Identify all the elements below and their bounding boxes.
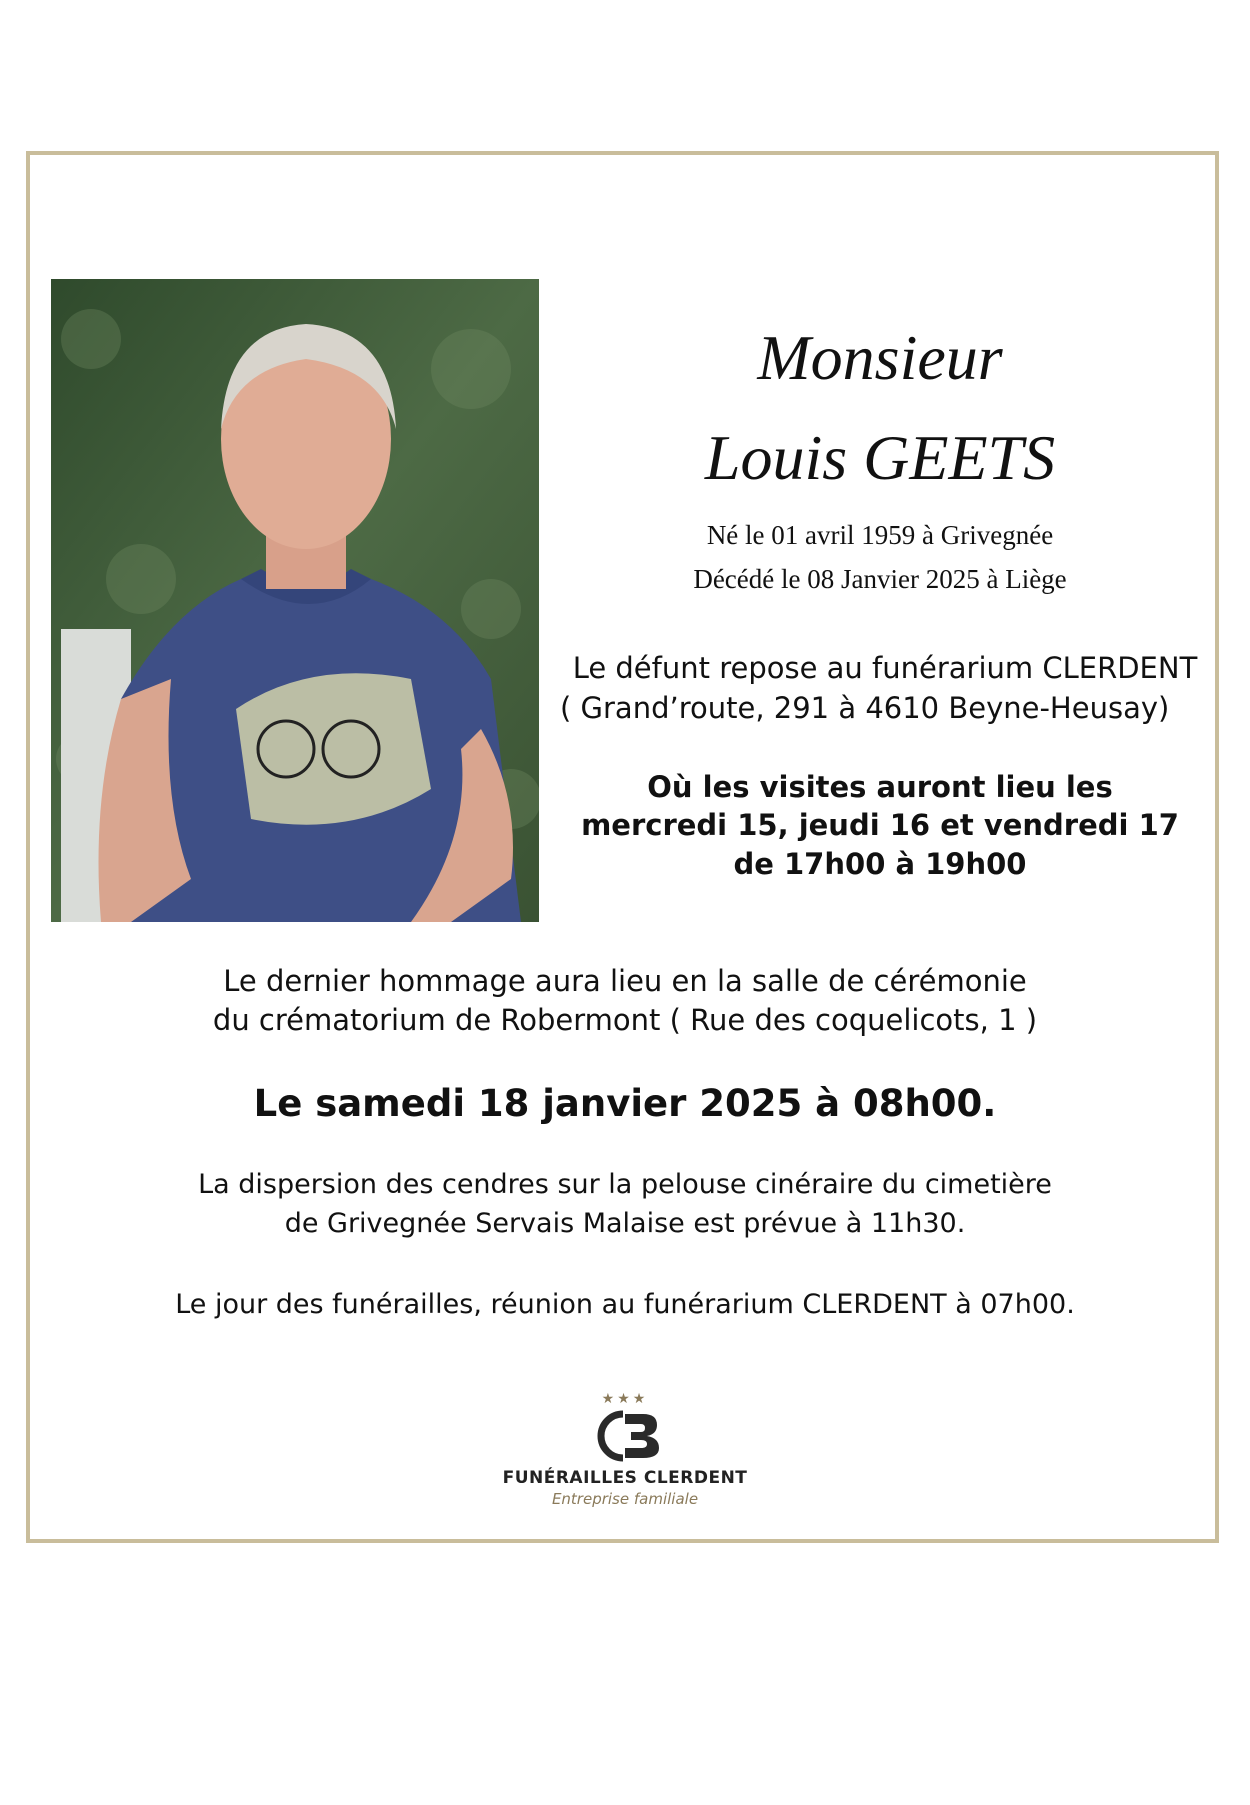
logo-tagline: Entreprise familiale — [551, 1490, 699, 1508]
logo-brand: FUNÉRAILLES CLERDENT — [502, 1468, 748, 1488]
visits-line2: mercredi 15, jeudi 16 et vendredi 17 — [581, 808, 1179, 842]
homage-line2: du crématorium de Robermont ( Rue des coquelicots, 1 ) — [212, 1003, 1038, 1037]
ceremony-date: Le samedi 18 janvier 2025 à 08h00. — [253, 1082, 997, 1125]
rest-location-line2: ( Grand’route, 291 à 4610 Beyne-Heusay) — [560, 691, 1170, 725]
portrait-photo — [51, 279, 539, 922]
logo-stars: ★★★ — [601, 1390, 649, 1406]
dispersion-line1: La dispersion des cendres sur la pelouse cinéraire du cimetière — [198, 1169, 1052, 1200]
visits-line1: Où les visites auront lieu les — [647, 770, 1113, 804]
death-line: Décédé le 08 Janvier 2025 à Liège — [693, 564, 1067, 594]
deceased-name: Louis GEETS — [704, 422, 1056, 493]
homage-line1: Le dernier hommage aura lieu en la salle de cérémonie — [223, 964, 1027, 998]
clerdent-logo — [480, 1390, 770, 1520]
dispersion-line2: de Grivegnée Servais Malaise est prévue à 11h30. — [284, 1208, 966, 1239]
meeting-line: Le jour des funérailles, réunion au funérarium CLERDENT à 07h00. — [175, 1289, 1075, 1320]
salutation: Monsieur — [757, 322, 1003, 393]
visits-line3: de 17h00 à 19h00 — [733, 847, 1027, 881]
c3-logo-icon — [585, 1408, 665, 1464]
birth-line: Né le 01 avril 1959 à Grivegnée — [706, 520, 1054, 550]
rest-location-line1: Le défunt repose au funérarium CLERDENT — [572, 651, 1198, 685]
